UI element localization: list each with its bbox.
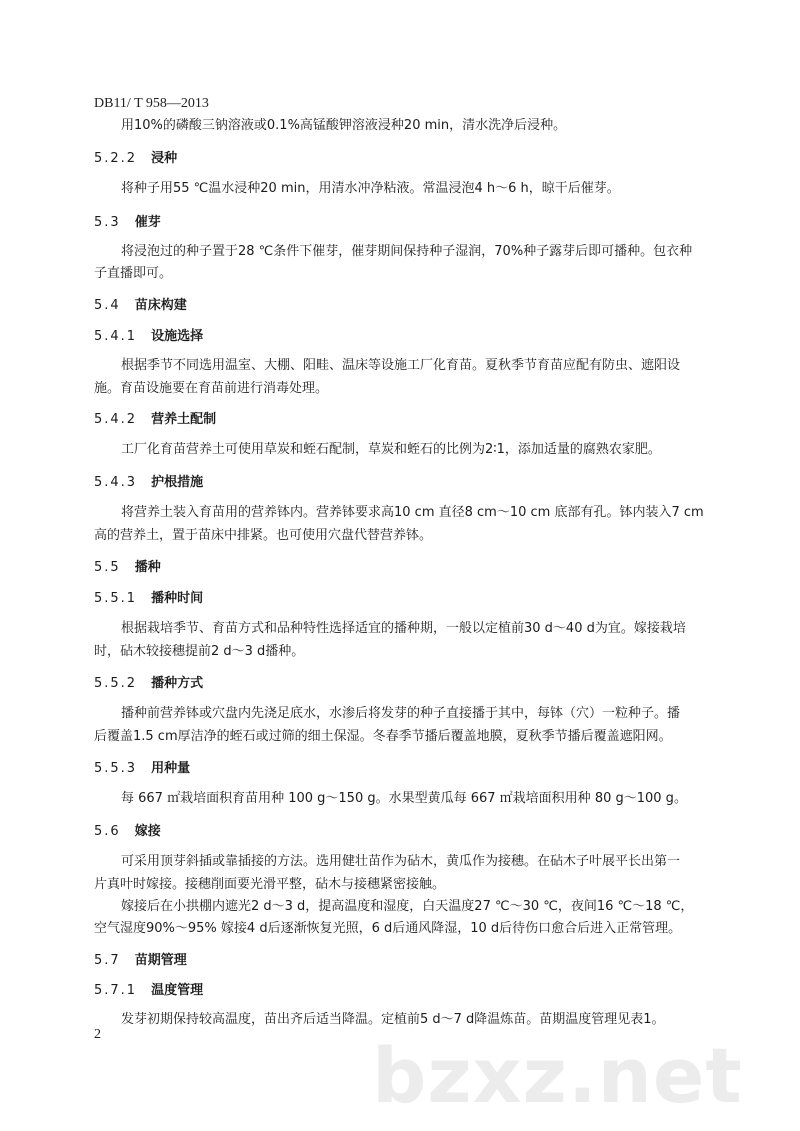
watermark: bzxz.net — [372, 1031, 743, 1120]
paragraph-line: 用10%的磷酸三钠溶液或0.1%高锰酸钾溶液浸种20 min，清水洗净后浸种。 — [121, 118, 567, 133]
section-heading — [94, 982, 203, 1000]
heading-number: 5.5.1 — [94, 591, 138, 606]
paragraph-line: 嫁接后在小拱棚内遮光2 d～3 d，提高温度和湿度，白天温度27 ℃～30 ℃，夜间16 ℃～18 ℃， — [121, 899, 694, 914]
heading-number: 5.3 — [94, 215, 121, 230]
paragraph-line: 子直播即可。 — [94, 266, 173, 281]
heading-title: 用种量 — [151, 761, 191, 776]
heading-number: 5.7 — [94, 953, 121, 968]
heading-number: 5.6 — [94, 824, 121, 839]
paragraph-line: 空气湿度90%～95% 嫁接4 d后逐渐恢复光照，6 d后通风降湿，10 d后待伤口愈合后进入正常管理。 — [94, 921, 682, 936]
heading-title: 苗期管理 — [134, 953, 187, 968]
paragraph-line: 施。育苗设施要在育苗前进行消毒处理。 — [94, 381, 329, 396]
heading-title: 催芽 — [134, 215, 161, 230]
section-heading — [94, 559, 161, 577]
heading-title: 护根措施 — [151, 475, 204, 490]
heading-title: 营养土配制 — [151, 412, 217, 427]
heading-number: 5.5.3 — [94, 761, 138, 776]
section-heading — [94, 150, 177, 168]
paragraph-line: 将营养土装入育苗用的营养钵内。营养钵要求高10 cm 直径8 cm～10 cm 底部有孔。钵内装入7 cm — [121, 505, 704, 520]
heading-number: 5.5 — [94, 560, 121, 575]
paragraph-line: 时，砧木较接穗提前2 d～3 d播种。 — [94, 644, 305, 659]
heading-number: 5.5.2 — [94, 676, 138, 691]
section-heading — [94, 760, 190, 778]
heading-title: 播种方式 — [151, 676, 204, 691]
paragraph-line: 播种前营养钵或穴盘内先浇足底水，水渗后将发芽的种子直接播于其中，每钵（穴）一粒种子。播 — [121, 706, 681, 721]
paragraph-line: 每 667 ㎡栽培面积育苗用种 100 g～150 g。水果型黄瓜每 667 ㎡栽培面积用种 80 g～100 g。 — [121, 791, 687, 806]
section-heading — [94, 952, 187, 970]
heading-title: 浸种 — [151, 151, 178, 166]
section-heading — [94, 590, 203, 608]
paragraph-line: 根据季节不同选用温室、大棚、阳畦、温床等设施工厂化育苗。夏秋季节育苗应配有防虫、遮阳设 — [121, 358, 681, 373]
paragraph-line: 根据栽培季节、育苗方式和品种特性选择适宜的播种期，一般以定植前30 d～40 d为宜。嫁接栽培 — [121, 621, 686, 636]
heading-number: 5.4 — [94, 298, 121, 313]
section-heading — [94, 411, 216, 429]
paragraph-line: 工厂化育苗营养土可使用草炭和蛭石配制，草炭和蛭石的比例为2∶1，添加适量的腐熟农家肥。 — [121, 442, 661, 457]
section-heading — [94, 474, 203, 492]
section-heading — [94, 214, 161, 232]
heading-number: 5.4.2 — [94, 412, 138, 427]
heading-title: 设施选择 — [151, 329, 204, 344]
page-number: 2 — [94, 1027, 101, 1042]
heading-title: 播种时间 — [151, 591, 204, 606]
heading-title: 播种 — [134, 560, 161, 575]
section-heading — [94, 823, 161, 841]
heading-number: 5.7.1 — [94, 983, 138, 998]
heading-number: 5.4.1 — [94, 329, 138, 344]
heading-title: 苗床构建 — [134, 298, 187, 313]
section-heading — [94, 328, 203, 346]
document-code: DB11/ T 958—2013 — [94, 96, 209, 111]
paragraph-line: 片真叶时嫁接。接穗削面要光滑平整，砧木与接穗紧密接触。 — [94, 877, 446, 892]
paragraph-line: 可采用顶芽斜插或靠插接的方法。选用健壮苗作为砧木，黄瓜作为接穗。在砧木子叶展平长出第一 — [121, 854, 681, 869]
section-heading — [94, 675, 203, 693]
heading-number: 5.2.2 — [94, 151, 138, 166]
heading-title: 嫁接 — [134, 824, 161, 839]
heading-title: 温度管理 — [151, 983, 204, 998]
paragraph-line: 后覆盖1.5 cm厚洁净的蛭石或过筛的细土保湿。冬春季节播后覆盖地膜，夏秋季节播后覆盖遮阳网。 — [94, 729, 672, 744]
paragraph-line: 将浸泡过的种子置于28 ℃条件下催芽，催芽期间保持种子湿润，70%种子露芽后即可播种。包衣种 — [121, 244, 693, 259]
paragraph-line: 将种子用55 ℃温水浸种20 min，用清水冲净粘液。常温浸泡4 h～6 h，晾干后催芽。 — [121, 181, 620, 196]
heading-number: 5.4.3 — [94, 475, 138, 490]
section-heading — [94, 297, 187, 315]
paragraph-line: 高的营养土，置于苗床中排紧。也可使用穴盘代替营养钵。 — [94, 528, 433, 543]
paragraph-line: 发芽初期保持较高温度，苗出齐后适当降温。定植前5 d～7 d降温炼苗。苗期温度管理见表1。 — [121, 1012, 665, 1027]
